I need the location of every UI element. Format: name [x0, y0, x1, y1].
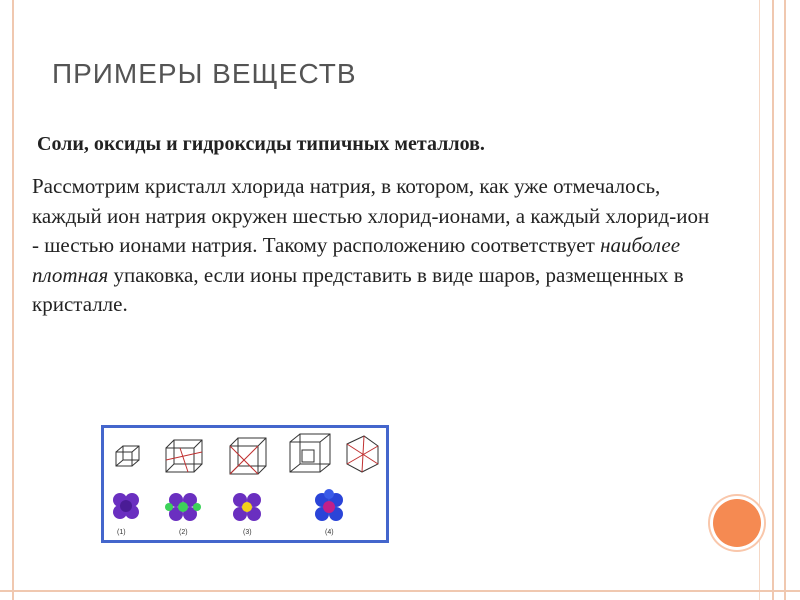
packing-2 [165, 493, 201, 521]
figure-label-1: (1) [117, 529, 126, 536]
slide-frame-bottom [0, 590, 800, 592]
lattice-2 [166, 440, 202, 472]
body-text-end: упаковка, если ионы представить в виде шаров, размещенных в кристалле. [32, 262, 684, 316]
slide-frame-right-line [759, 0, 760, 600]
lattice-3 [230, 438, 266, 474]
body-text-start: Рассмотрим кристалл хлорида натрия, в котором, как уже отмечалось, каждый ион натрия окружен шестью хлорид-ионами, а каждый хлорид-ион - шестью ионами натрия. Такому расположению соответствует [32, 174, 710, 257]
figure-label-2: (2) [179, 529, 188, 536]
slide-frame-left [0, 0, 14, 600]
packing-3 [233, 493, 261, 521]
crystal-structure-illustration [104, 428, 386, 540]
body-paragraph [32, 172, 712, 320]
body-text-emphasis: наиболее плотная [32, 233, 681, 287]
decorative-circle [713, 499, 761, 547]
figure-label-4: (4) [325, 529, 334, 536]
lattice-1 [116, 446, 139, 466]
slide-title: ПРИМЕРЫ ВЕЩЕСТВ [52, 58, 357, 89]
lattice-4b [347, 436, 378, 472]
slide-frame-right [772, 0, 786, 600]
lattice-4a [290, 434, 330, 472]
packing-1 [113, 493, 139, 519]
crystal-structure-figure [101, 425, 389, 543]
packing-4 [315, 489, 343, 521]
lead-sentence: Соли, оксиды и гидроксиды типичных металлов. [37, 133, 485, 155]
figure-label-3: (3) [243, 529, 252, 536]
